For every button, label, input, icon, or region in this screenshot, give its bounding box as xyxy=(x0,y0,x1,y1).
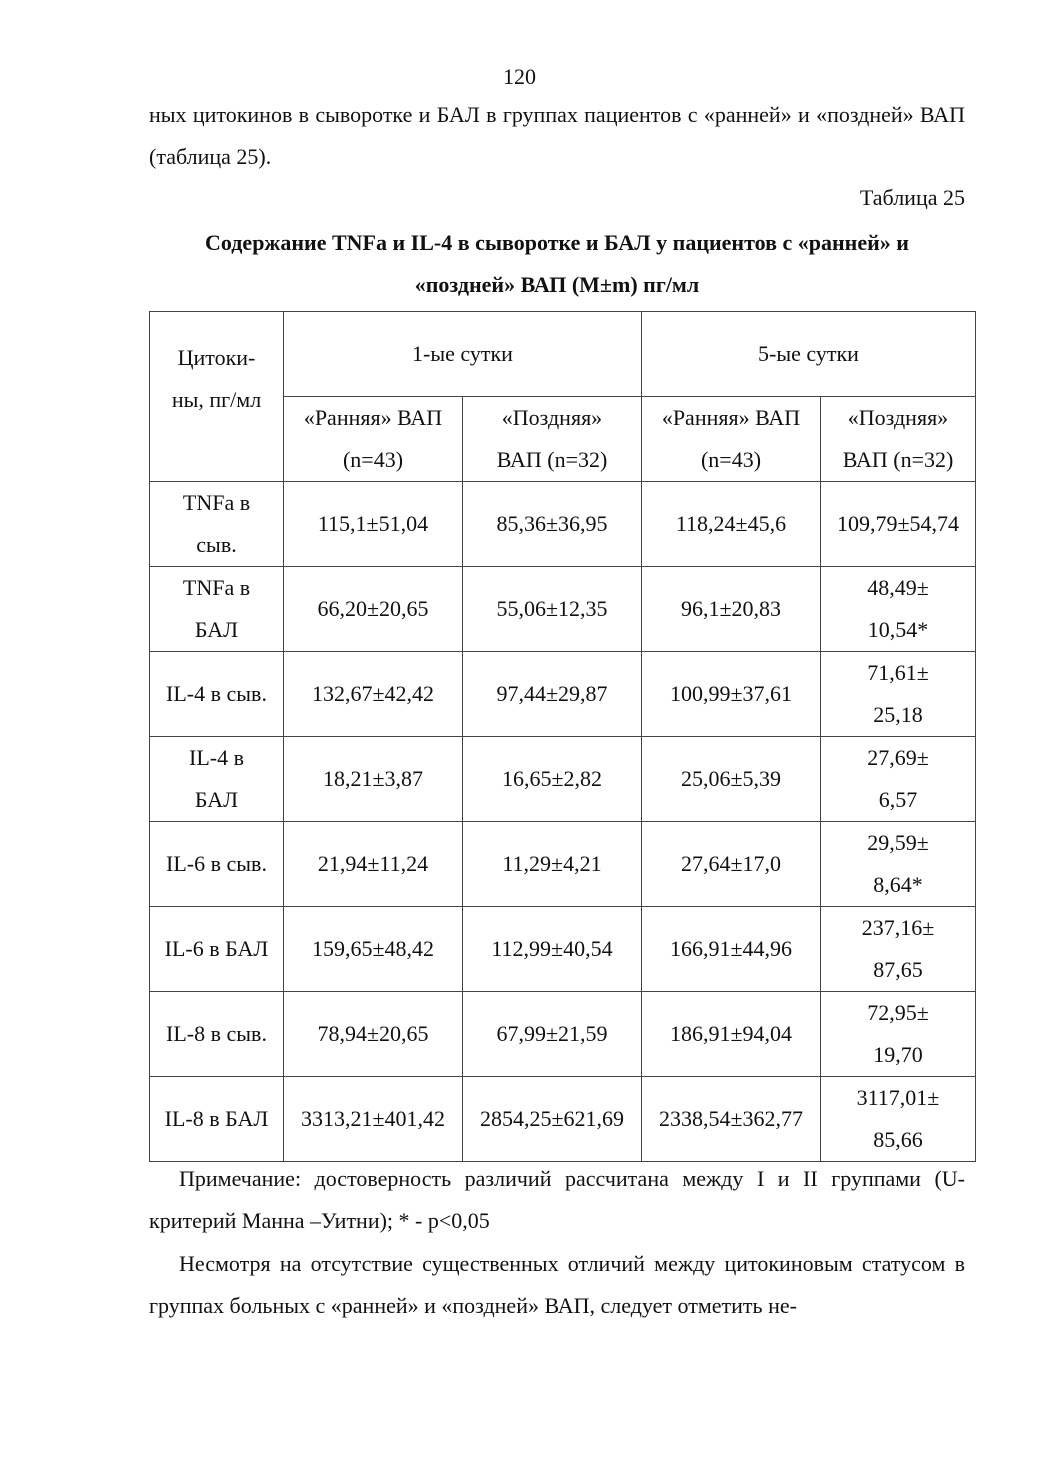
table-row xyxy=(150,992,976,1077)
row-header xyxy=(150,822,284,907)
value-line-c4a: 237,16± xyxy=(861,915,935,940)
value-line-c4b: 85,66 xyxy=(873,1127,923,1152)
col-header-late-line2: ВАП (n=32) xyxy=(842,447,954,472)
col-header-early-line2: (n=43) xyxy=(342,447,404,472)
value-cell: 66,20±20,65 xyxy=(284,567,463,652)
value-cell: 100,99±37,61 xyxy=(642,652,821,737)
corner-header-line1: Цитоки- xyxy=(177,344,256,370)
row-header-l1: IL-8 в БАЛ xyxy=(164,1106,269,1131)
row-header xyxy=(150,992,284,1077)
intro-paragraph: ных цитокинов в сыворотке и БАЛ в группах пациентов с «ранней» и «поздней» ВАП (таблица 25). xyxy=(149,102,965,169)
value-line-c4a: 27,69± xyxy=(867,745,929,770)
table-body xyxy=(150,312,976,1162)
header-row-groups xyxy=(150,312,976,397)
value-line-c4b: 25,18 xyxy=(873,702,923,727)
table-row xyxy=(150,567,976,652)
col-header-early-line1: «Ранняя» ВАП xyxy=(661,405,801,430)
value-cell: 97,44±29,87 xyxy=(463,652,642,737)
value-line-c4a: 3117,01± xyxy=(856,1085,940,1110)
value-cell-day5-late xyxy=(821,482,976,567)
value-line-c4a: 48,49± xyxy=(867,575,929,600)
table-caption xyxy=(149,222,965,306)
row-header xyxy=(150,482,284,567)
value-cell: 21,94±11,24 xyxy=(284,822,463,907)
value-cell: 132,67±42,42 xyxy=(284,652,463,737)
value-cell: 118,24±45,6 xyxy=(642,482,821,567)
table-row xyxy=(150,907,976,992)
value-cell: 25,06±5,39 xyxy=(642,737,821,822)
value-cell: 18,21±3,87 xyxy=(284,737,463,822)
row-header xyxy=(150,907,284,992)
row-header xyxy=(150,1077,284,1162)
row-header-l1: IL-6 в сыв. xyxy=(166,851,267,876)
col-header-early-day1 xyxy=(284,397,463,482)
row-header-l2: БАЛ xyxy=(194,787,239,812)
row-header-l2: сыв. xyxy=(196,532,237,557)
row-header-l1: TNFa в xyxy=(182,490,251,515)
row-header-l1: IL-8 в сыв. xyxy=(166,1021,267,1046)
value-cell-day5-late xyxy=(821,652,976,737)
row-header-l2: БАЛ xyxy=(194,617,239,642)
value-cell-day5-late xyxy=(821,567,976,652)
group-header-day5: 5-ые сутки xyxy=(642,312,976,397)
value-cell-day5-late xyxy=(821,992,976,1077)
value-cell: 27,64±17,0 xyxy=(642,822,821,907)
value-cell: 159,65±48,42 xyxy=(284,907,463,992)
value-cell: 96,1±20,83 xyxy=(642,567,821,652)
value-cell-day5-late xyxy=(821,1077,976,1162)
table-row xyxy=(150,1077,976,1162)
table-caption-line2: «поздней» ВАП (M±m) пг/мл xyxy=(414,272,700,297)
value-cell: 78,94±20,65 xyxy=(284,992,463,1077)
row-header xyxy=(150,567,284,652)
table-row xyxy=(150,482,976,567)
value-cell: 186,91±94,04 xyxy=(642,992,821,1077)
col-header-early-line2: (n=43) xyxy=(700,447,762,472)
corner-header xyxy=(150,312,284,482)
corner-header-line2: ны, пг/мл xyxy=(171,386,262,412)
value-line-c4a: 29,59± xyxy=(867,830,929,855)
group-header-day1: 1-ые сутки xyxy=(284,312,642,397)
value-cell: 115,1±51,04 xyxy=(284,482,463,567)
table-label: Таблица 25 xyxy=(859,185,965,210)
value-cell-day5-late xyxy=(821,907,976,992)
value-cell: 3313,21±401,42 xyxy=(284,1077,463,1162)
row-header xyxy=(150,737,284,822)
value-cell: 67,99±21,59 xyxy=(463,992,642,1077)
row-header-l1: TNFa в xyxy=(182,575,251,600)
value-cell-day5-late xyxy=(821,822,976,907)
col-header-early-day5 xyxy=(642,397,821,482)
col-header-late-line1: «Поздняя» xyxy=(847,405,949,430)
value-line-c4a: 72,95± xyxy=(867,1000,929,1025)
cytokine-table xyxy=(149,311,976,1162)
value-cell-day5-late xyxy=(821,737,976,822)
value-line-c4b: 19,70 xyxy=(873,1042,923,1067)
value-cell: 85,36±36,95 xyxy=(463,482,642,567)
table-row xyxy=(150,822,976,907)
value-cell: 11,29±4,21 xyxy=(463,822,642,907)
value-line-c4a: 71,61± xyxy=(867,660,929,685)
table-row xyxy=(150,737,976,822)
col-header-late-line1: «Поздняя» xyxy=(501,405,603,430)
value-cell: 112,99±40,54 xyxy=(463,907,642,992)
value-cell: 2854,25±621,69 xyxy=(463,1077,642,1162)
value-line-c4b: 87,65 xyxy=(873,957,923,982)
col-header-late-day1 xyxy=(463,397,642,482)
value-cell: 2338,54±362,77 xyxy=(642,1077,821,1162)
col-header-early-line1: «Ранняя» ВАП xyxy=(303,405,443,430)
value-cell: 166,91±44,96 xyxy=(642,907,821,992)
page-number: 120 xyxy=(503,64,536,89)
closing-paragraph: Несмотря на отсутствие существенных отличий между цитокиновым статусом в группах больных с «ранней» и «поздней» ВАП, следует отметить не- xyxy=(149,1251,965,1318)
table-note: Примечание: достоверность различий рассчитана между I и II группами (U-критерий Манна –Уитни); * - p<0,05 xyxy=(149,1166,965,1233)
value-cell: 55,06±12,35 xyxy=(463,567,642,652)
row-header-l1: IL-6 в БАЛ xyxy=(164,936,269,961)
row-header-l1: IL-4 в xyxy=(189,745,244,770)
col-header-late-line2: ВАП (n=32) xyxy=(496,447,608,472)
value-line-c4b: 10,54* xyxy=(867,617,929,642)
value-line-c4a: 109,79±54,74 xyxy=(836,511,960,536)
table-row xyxy=(150,652,976,737)
value-line-c4b: 6,57 xyxy=(878,787,918,812)
table-caption-line1: Содержание TNFa и IL-4 в сыворотке и БАЛ у пациентов с «ранней» и xyxy=(205,230,909,255)
col-header-late-day5 xyxy=(821,397,976,482)
row-header xyxy=(150,652,284,737)
value-line-c4b: 8,64* xyxy=(873,872,923,897)
row-header-l1: IL-4 в сыв. xyxy=(166,681,267,706)
value-cell: 16,65±2,82 xyxy=(463,737,642,822)
